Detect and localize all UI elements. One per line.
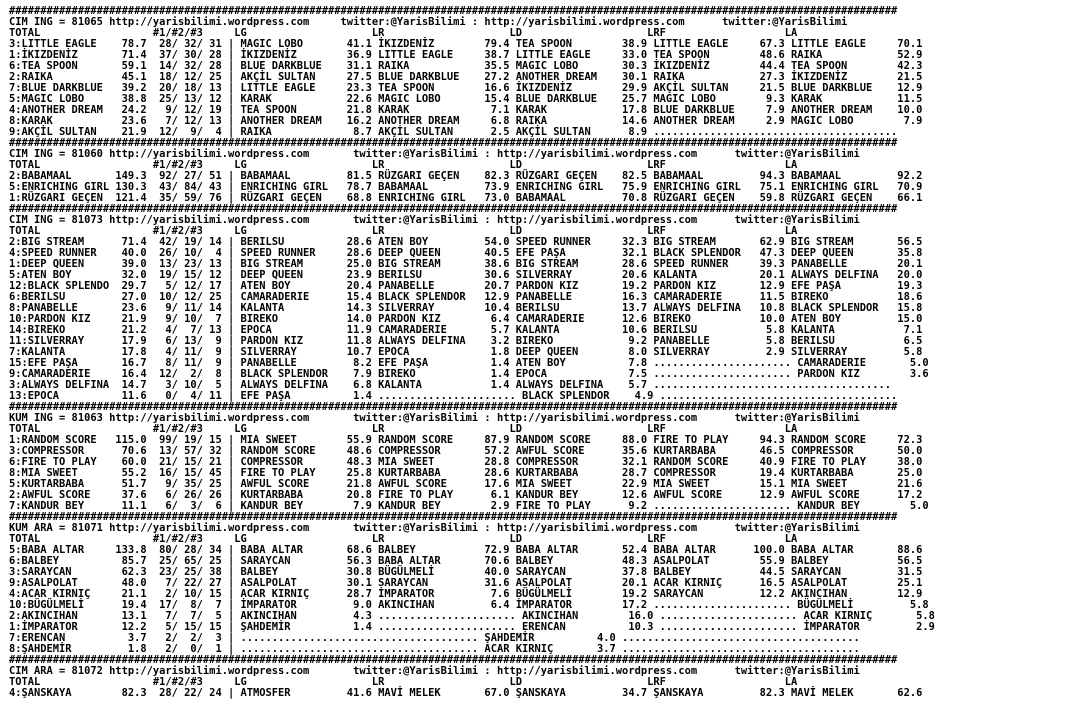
text-line: 1:DEEP QUEEN 39.0 13/ 23/ 13 | BIG STREAM 25.0 BIG STREAM 38.6 BIG STREAM 28.6 SPEED RUNNER 39.3 PANABELLE 20.1 <box>9 258 923 270</box>
text-line: 8:PANABELLE 23.6 9/ 11/ 14 | KALANTA 14.3 SILVERRAY 10.4 BERILSU 13.7 ALWAYS DELFINA 10.8 BLACK SPLENDOR 15.8 <box>9 302 923 314</box>
text-line: 5:ATEN BOY 32.0 19/ 15/ 12 | DEEP QUEEN 23.9 BERILSU 30.6 SILVERRAY 20.6 KALANTA 20.1 ALWAYS DELFINA 20.0 <box>9 269 923 281</box>
text-line: 9:AKÇİL SULTAN 21.9 12/ 9/ 4 | RAIKA 8.7 AKÇİL SULTAN 2.5 AKÇİL SULTAN 8.9 ....................................... <box>9 126 898 138</box>
text-line: TOTAL #1/#2/#3 LG LR LD LRF LA <box>9 533 798 545</box>
text-line: 4:SPEED RUNNER 40.0 26/ 10/ 4 | SPEED RUNNER 28.6 DEEP QUEEN 40.5 EFE PAŞA 32.1 BLACK SPLENDOR 47.3 DEEP QUEEN 35.8 <box>9 247 923 259</box>
text-line: 11:SILVERRAY 17.9 6/ 13/ 9 | PARDON KIZ 11.8 ALWAYS DELFINA 3.2 BIREKO 9.2 PANABELLE 5.8 BERILSU 6.5 <box>9 335 923 347</box>
text-line: TOTAL #1/#2/#3 LG LR LD LRF LA <box>9 676 798 688</box>
text-line: CIM ING = 81060 http://yarisbilimi.wordpress.com twitter:@YarisBilimi : http://yarisbilimi.wordpress.com twitter:@YarisBilimi <box>9 148 860 160</box>
text-line: 8:KARAK 23.6 7/ 12/ 13 | ANOTHER DREAM 16.2 ANOTHER DREAM 6.8 RAIKA 14.6 ANOTHER DREAM 2.9 MAGIC LOBO 7.9 <box>9 115 923 127</box>
text-line: 6:FIRE TO PLAY 60.0 21/ 15/ 21 | COMPRESSOR 48.3 MIA SWEET 28.8 COMPRESSOR 32.1 RANDOM SCORE 40.9 FIRE TO PLAY 38.0 <box>9 456 923 468</box>
text-line: 13:EPOCA 11.6 0/ 4/ 11 | EFE PAŞA 1.4 ...................... BLACK SPLENDOR 4.9 ...................................... <box>9 390 898 402</box>
text-line: 6:BERILSU 27.0 10/ 12/ 25 | CAMARADERIE 15.4 BLACK SPLENDOR 12.9 PANABELLE 16.3 CAMARADERIE 11.5 BIREKO 18.6 <box>9 291 923 303</box>
text-line: 8:MIA SWEET 55.2 16/ 15/ 45 | FIRE TO PLAY 25.8 KURTARBABA 28.6 KURTARBABA 28.7 COMPRESSOR 19.4 KURTARBABA 25.0 <box>9 467 923 479</box>
text-line: 2:AWFUL SCORE 37.6 6/ 26/ 26 | KURTARBABA 20.8 FIRE TO PLAY 6.1 KANDUR BEY 12.6 AWFUL SCORE 12.9 AWFUL SCORE 17.2 <box>9 489 923 501</box>
text-line: 4:ŞANSKAYA 82.3 28/ 22/ 24 | ATMOSFER 41.6 MAVİ MELEK 67.0 ŞANSKAYA 34.7 ŞANSKAYA 82.3 MAVİ MELEK 62.6 <box>9 687 923 699</box>
text-line: 6:BALBEY 85.7 25/ 65/ 25 | SARAYCAN 56.3 BABA ALTAR 70.6 BALBEY 48.3 ASALPOLAT 55.9 BALBEY 56.5 <box>9 555 923 567</box>
text-line: 9:ASALPOLAT 48.0 7/ 22/ 27 | ASALPOLAT 30.1 SARAYCAN 31.6 ASALPOLAT 20.1 ACAR KIRNIÇ 16.5 ASALPOLAT 25.1 <box>9 577 923 589</box>
text-line: 2:AKINCIHAN 13.1 7/ 7/ 5 | AKINCIHAN 4.3 ...................... AKINCIHAN 16.0 ...................... ACAR KIRNIÇ 5.8 <box>9 610 935 622</box>
text-line: 5:KURTARBABA 51.7 9/ 35/ 25 | AWFUL SCORE 21.8 AWFUL SCORE 17.6 MIA SWEET 22.9 MIA SWEET 15.1 MIA SWEET 21.6 <box>9 478 923 490</box>
text-line: 1:İKIZDENİZ 71.4 37/ 30/ 28 | İKIZDENİZ 36.9 LITTLE EAGLE 38.7 LITTLE EAGLE 33.0 TEA SPOON 48.6 RAIKA 52.9 <box>9 49 923 61</box>
text-line: 3:SARAYCAN 62.3 23/ 25/ 38 | BALBEY 30.8 BÜGÜLMELİ 40.0 SARAYCAN 37.8 BALBEY 44.5 SARAYCAN 31.5 <box>9 566 923 578</box>
text-line: KUM ING = 81063 http://yarisbilimi.wordpress.com twitter:@YarisBilimi : http://yarisbilimi.wordpress.com twitter:@YarisBilimi <box>9 412 860 424</box>
text-line: TOTAL #1/#2/#3 LG LR LD LRF LA <box>9 423 798 435</box>
text-line: 15:EFE PAŞA 16.7 8/ 11/ 9 | PANABELLE 8.2 EFE PAŞA 1.4 ATEN BOY 7.8 ...................... CAMARADERIE 5.0 <box>9 357 929 369</box>
text-line: 7:ERENCAN 3.7 2/ 2/ 3 | ...................................... ŞAHDEMİR 4.0 ...................................... <box>9 632 860 644</box>
text-line: TOTAL #1/#2/#3 LG LR LD LRF LA <box>9 27 798 39</box>
separator-line: ############################################################################################################################################## <box>9 203 898 215</box>
text-line: 7:BLUE DARKBLUE 39.2 20/ 18/ 13 | LITTLE EAGLE 23.3 TEA SPOON 16.6 İKIZDENİZ 29.9 AKÇİL SULTAN 21.5 BLUE DARKBLUE 12.9 <box>9 82 923 94</box>
text-line: 10:BÜGÜLMELİ 19.4 17/ 8/ 7 | İMPARATOR 9.0 AKINCIHAN 6.4 İMPARATOR 17.2 ...................... BÜGÜLMELİ 5.8 <box>9 599 929 611</box>
text-line: TOTAL #1/#2/#3 LG LR LD LRF LA <box>9 159 798 171</box>
text-line: 3:LITTLE EAGLE 78.7 28/ 32/ 31 | MAGIC LOBO 41.1 İKIZDENİZ 79.4 TEA SPOON 38.9 LITTLE EAGLE 67.3 LITTLE EAGLE 70.1 <box>9 38 923 50</box>
text-line: 5:ENRICHING GIRL 130.3 43/ 84/ 43 | ENRICHING GIRL 78.7 BABAMAAL 73.9 ENRICHING GIRL 75.9 ENRICHING GIRL 75.1 ENRICHING GIRL 70.9 <box>9 181 923 193</box>
text-line: TOTAL #1/#2/#3 LG LR LD LRF LA <box>9 225 798 237</box>
text-line: 4:ACAR KIRNIÇ 21.1 2/ 10/ 15 | ACAR KIRNIÇ 28.7 İMPARATOR 7.6 BÜGÜLMELİ 19.2 SARAYCAN 12.2 AKINCIHAN 12.9 <box>9 588 923 600</box>
text-line: 8:ŞAHDEMİR 1.8 2/ 0/ 1 | ...................................... ACAR KIRNIÇ 3.7 ...................................... <box>9 643 860 655</box>
separator-line: ############################################################################################################################################## <box>9 137 898 149</box>
text-line: 7:KALANTA 17.8 4/ 11/ 9 | SILVERRAY 10.7 EPOCA 1.8 DEEP QUEEN 8.0 SILVERRAY 2.9 SILVERRAY 5.8 <box>9 346 923 358</box>
text-line: 14:BIREKO 21.2 4/ 7/ 13 | EPOCA 11.9 CAMARADERIE 5.7 KALANTA 10.6 BERILSU 5.8 KALANTA 7.1 <box>9 324 923 336</box>
text-line: 1:RÜZGARI GEÇEN 121.4 35/ 59/ 76 | RÜZGARI GEÇEN 68.8 ENRICHING GIRL 73.0 BABAMAAL 70.8 RÜZGARI GEÇEN 59.8 RÜZGARI GEÇEN 66.1 <box>9 192 923 204</box>
separator-line: ############################################################################################################################################## <box>9 654 898 666</box>
text-line: 4:ANOTHER DREAM 24.2 9/ 12/ 19 | TEA SPOON 21.8 KARAK 7.1 KARAK 17.8 BLUE DARKBLUE 7.9 ANOTHER DREAM 10.0 <box>9 104 923 116</box>
text-line: 2:BIG STREAM 71.4 42/ 19/ 14 | BERILSU 28.6 ATEN BOY 54.0 SPEED RUNNER 32.3 BIG STREAM 62.9 BIG STREAM 56.5 <box>9 236 923 248</box>
text-line: CIM ING = 81073 http://yarisbilimi.wordpress.com twitter:@YarisBilimi : http://yarisbilimi.wordpress.com twitter:@YarisBilimi <box>9 214 860 226</box>
text-line: 5:MAGIC LOBO 38.8 25/ 13/ 12 | KARAK 22.6 MAGIC LOBO 15.4 BLUE DARKBLUE 25.7 MAGIC LOBO 9.3 KARAK 11.5 <box>9 93 923 105</box>
text-line: 1:İMPARATOR 12.2 5/ 15/ 15 | ŞAHDEMİR 1.4 ...................... ERENCAN 10.3 ...................... İMPARATOR 2.9 <box>9 621 935 633</box>
separator-line: ############################################################################################################################################## <box>9 511 898 523</box>
text-line: 5:BABA ALTAR 133.8 80/ 28/ 34 | BABA ALTAR 68.6 BALBEY 72.9 BABA ALTAR 52.4 BABA ALTAR 100.0 BABA ALTAR 88.6 <box>9 544 923 556</box>
text-line: 2:RAIKA 45.1 18/ 12/ 25 | AKÇİL SULTAN 27.5 BLUE DARKBLUE 27.2 ANOTHER DREAM 30.1 RAIKA 27.3 İKIZDENİZ 21.5 <box>9 71 923 83</box>
text-line: 1:RANDOM SCORE 115.0 99/ 19/ 15 | MIA SWEET 55.9 RANDOM SCORE 87.9 RANDOM SCORE 88.0 FIRE TO PLAY 94.3 RANDOM SCORE 72.3 <box>9 434 923 446</box>
text-line: 2:BABAMAAL 149.3 92/ 27/ 51 | BABAMAAL 81.5 RÜZGARI GEÇEN 82.3 RÜZGARI GEÇEN 82.5 BABAMAAL 94.3 BABAMAAL 92.2 <box>9 170 923 182</box>
text-line: 3:ALWAYS DELFINA 14.7 3/ 10/ 5 | ALWAYS DELFINA 6.8 KALANTA 1.4 ALWAYS DELFINA 5.7 ...................................... <box>9 379 892 391</box>
text-line: 12:BLACK SPLENDO 29.7 5/ 12/ 17 | ATEN BOY 20.4 PANABELLE 20.7 PARDON KIZ 19.2 PARDON KIZ 12.9 EFE PAŞA 19.3 <box>9 280 923 292</box>
separator-line: ############################################################################################################################################## <box>9 6 898 17</box>
text-line: CIM ING = 81065 http://yarisbilimi.wordpress.com twitter:@YarisBilimi : http://yarisbilimi.wordpress.com twitter:@YarisBilimi <box>9 16 848 28</box>
race-stats-text-document <box>9 6 1071 710</box>
text-line: 6:TEA SPOON 59.1 14/ 32/ 28 | BLUE DARKBLUE 31.1 RAIKA 35.5 MAGIC LOBO 30.3 İKIZDENİZ 44.4 TEA SPOON 42.3 <box>9 60 923 72</box>
text-line: KUM ARA = 81071 http://yarisbilimi.wordpress.com twitter:@YarisBilimi : http://yarisbilimi.wordpress.com twitter:@YarisBilimi <box>9 522 860 534</box>
separator-line: ############################################################################################################################################## <box>9 401 898 413</box>
text-line: 3:COMPRESSOR 70.6 13/ 57/ 32 | RANDOM SCORE 48.6 COMPRESSOR 57.2 AWFUL SCORE 35.6 KURTARBABA 46.5 COMPRESSOR 50.0 <box>9 445 923 457</box>
text-line: 9:CAMARADERIE 16.4 12/ 2/ 8 | BLACK SPLENDOR 7.9 BIREKO 1.4 EPOCA 7.5 ...................... PARDON KIZ 3.6 <box>9 368 929 380</box>
text-line: 7:KANDUR BEY 11.1 6/ 3/ 6 | KANDUR BEY 7.9 KANDUR BEY 2.9 FIRE TO PLAY 9.2 ...................... KANDUR BEY 5.0 <box>9 500 929 512</box>
text-line: 10:PARDON KIZ 21.9 9/ 10/ 7 | BIREKO 14.0 PARDON KIZ 6.4 CAMARADERIE 12.6 BIREKO 10.0 ATEN BOY 15.0 <box>9 313 923 325</box>
text-line: CIM ARA = 81072 http://yarisbilimi.wordpress.com twitter:@YarisBilimi : http://yarisbilimi.wordpress.com twitter:@YarisBilimi <box>9 665 860 677</box>
